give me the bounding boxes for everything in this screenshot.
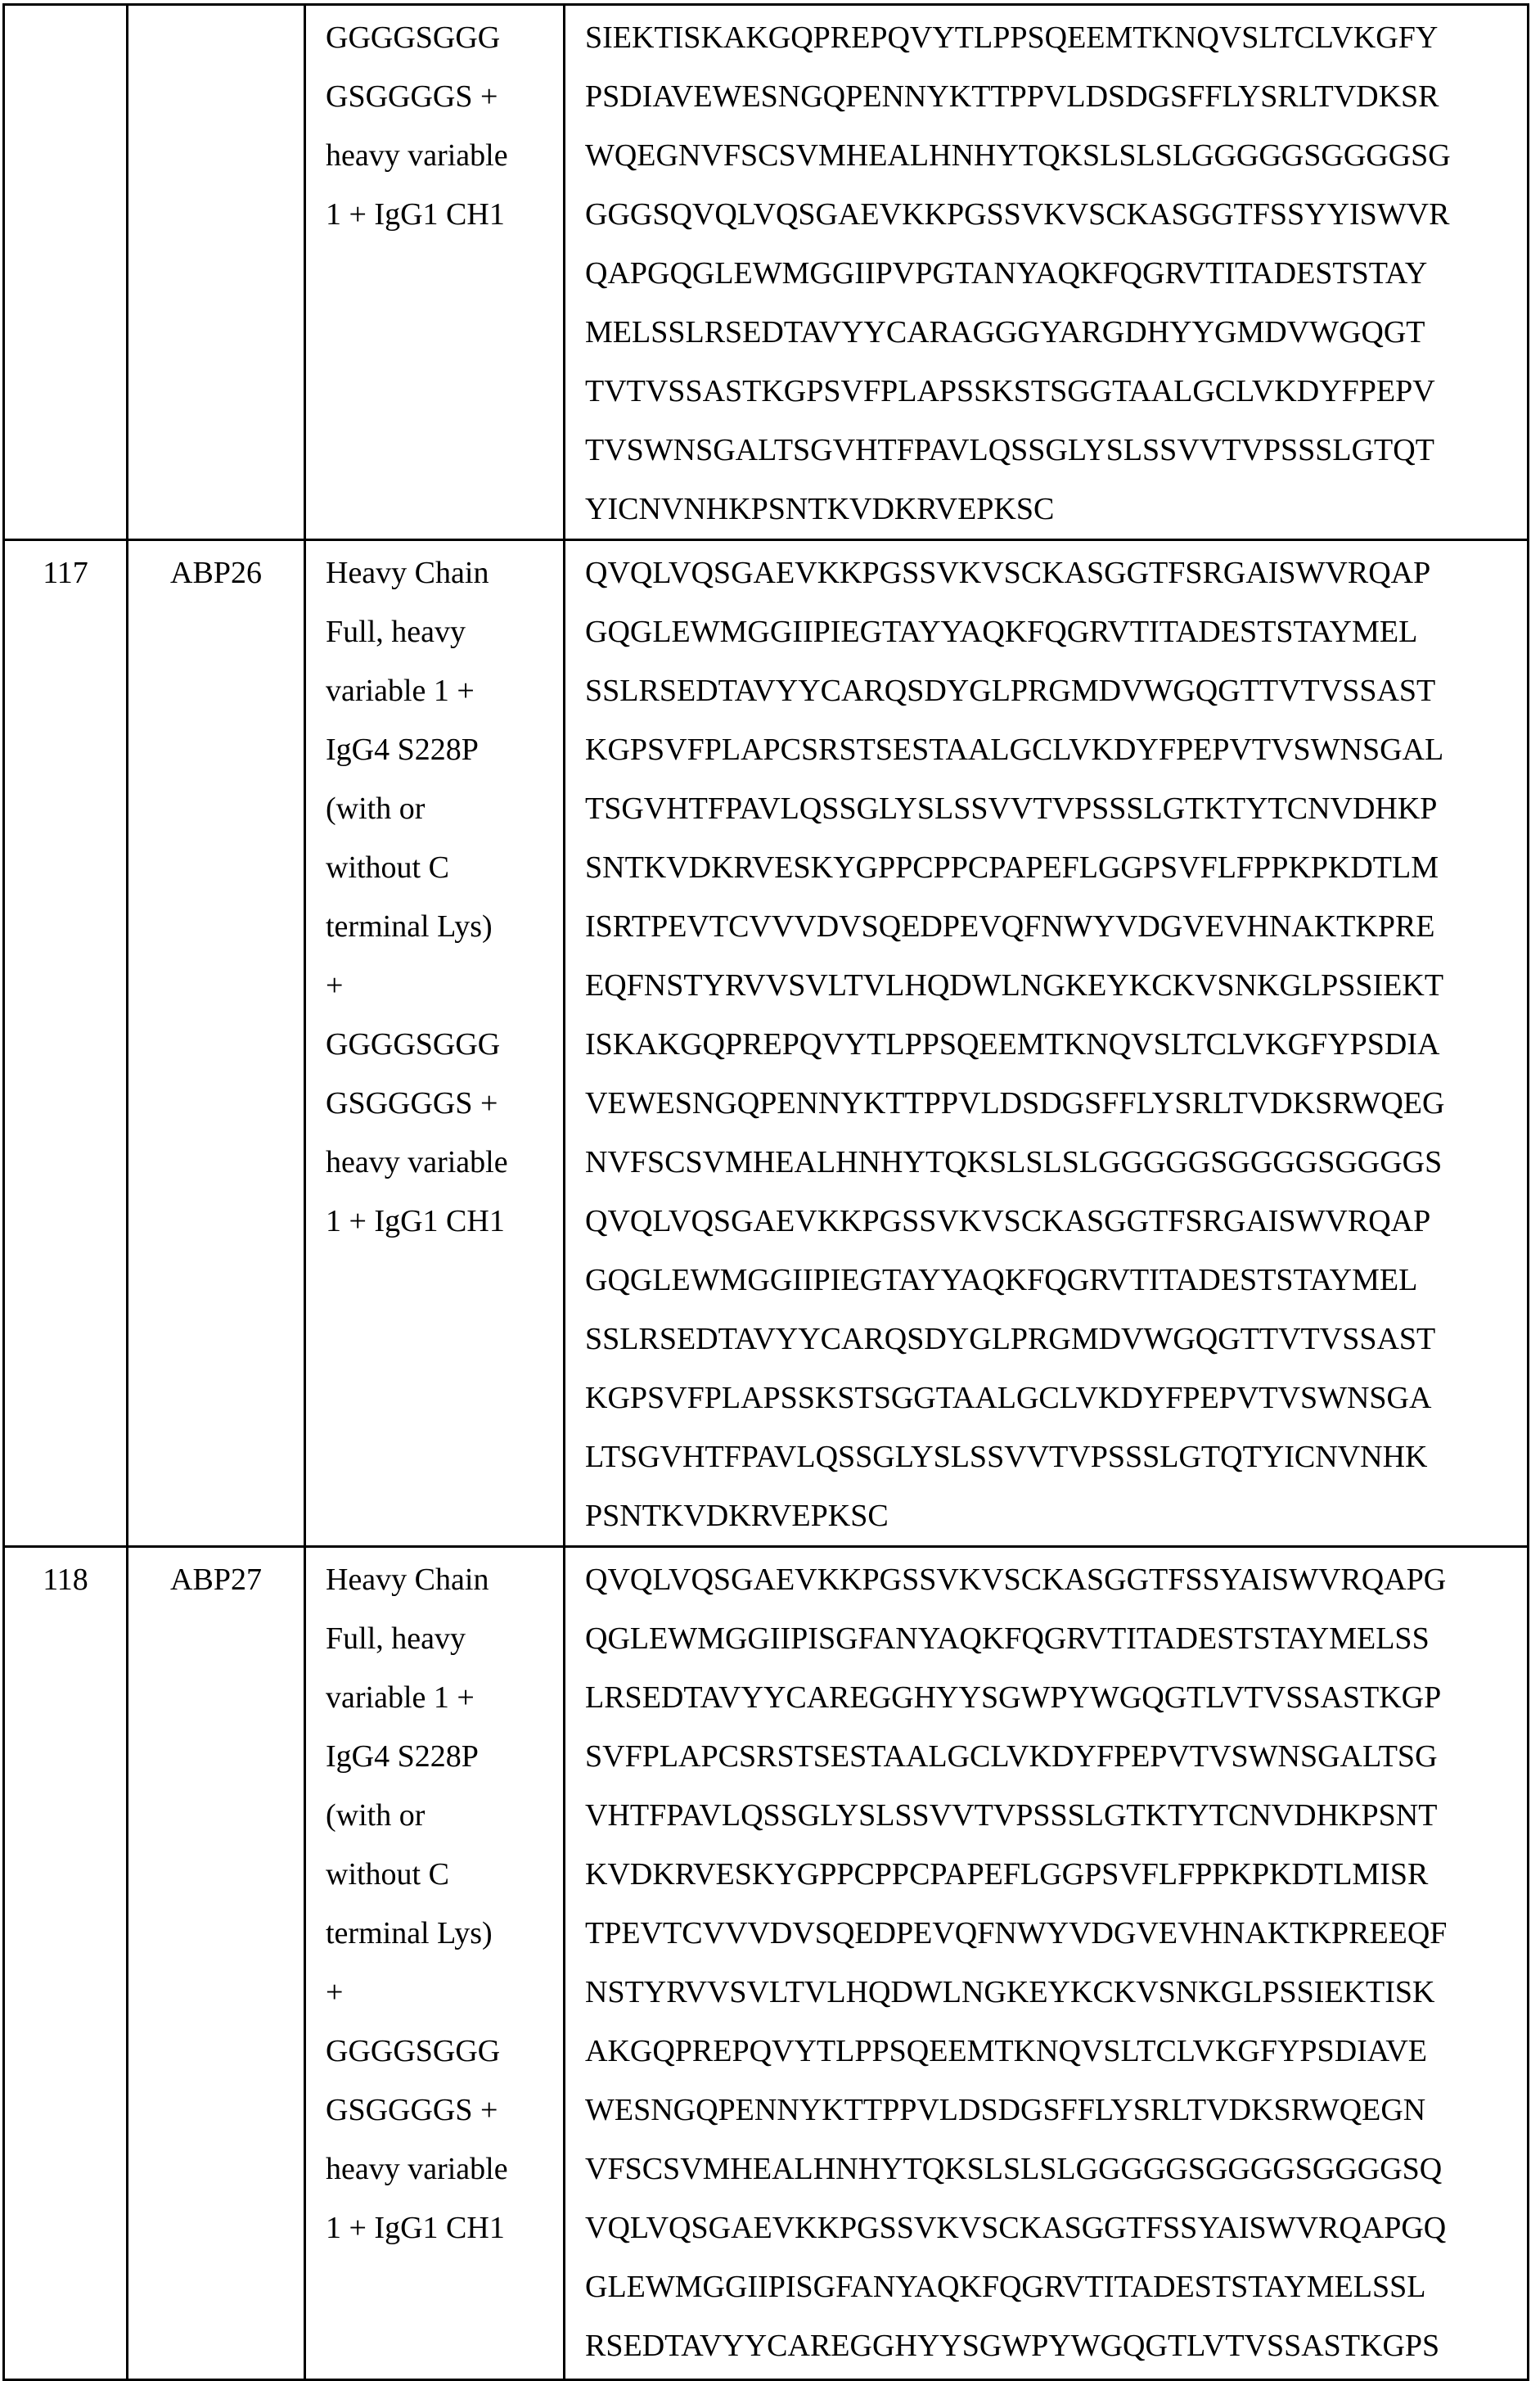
- description-line: (with or: [326, 1786, 563, 1845]
- sequence-line: EQFNSTYRVVSVLTVLHQDWLNGKEYKCKVSNKGLPSSIEKT: [585, 956, 1527, 1015]
- sequence-line: VQLVQSGAEVKKPGSSVKVSCKASGGTFSSYAISWVRQAPGQ: [585, 2198, 1527, 2257]
- description-line: GSGGGGS +: [326, 67, 563, 126]
- sequence-line: TVSWNSGALTSGVHTFPAVLQSSGLYSLSSVVTVPSSSLGTQT: [585, 421, 1527, 480]
- description-line: IgG4 S228P: [326, 720, 563, 779]
- seq-id: 117: [43, 556, 88, 590]
- sequence-line: GLEWMGGIIPISGFANYAQKFQGRVTITADESTSTAYMELSSL: [585, 2257, 1527, 2316]
- sequence-line: TSGVHTFPAVLQSSGLYSLSSVVTVPSSSLGTKTYTCNVDHKP: [585, 779, 1527, 838]
- sequence-line: TVTVSSASTKGPSVFPLAPSSKSTSGGTAALGCLVKDYFPEPV: [585, 362, 1527, 421]
- antibody-name: ABP27: [170, 1563, 262, 1597]
- description-line: 1 + IgG1 CH1: [326, 1192, 563, 1251]
- sequence-line: QGLEWMGGIIPISGFANYAQKFQGRVTITADESTSTAYMELSS: [585, 1609, 1527, 1668]
- seq-id-cell: [4, 1547, 128, 2380]
- sequence-line: QAPGQGLEWMGGIIPVPGTANYAQKFQGRVTITADESTSTAY: [585, 244, 1527, 303]
- sequence-cell: [565, 5, 1529, 540]
- sequence-line: QVQLVQSGAEVKKPGSSVKVSCKASGGTFSRGAISWVRQAP: [585, 543, 1527, 602]
- name-cell: [128, 5, 305, 540]
- description-line: 1 + IgG1 CH1: [326, 185, 563, 244]
- seq-id-cell: [4, 540, 128, 1547]
- sequence-line: GQGLEWMGGIIPIEGTAYYAQKFQGRVTITADESTSTAYMEL: [585, 1251, 1527, 1310]
- sequence-line: VFSCSVMHEALHNHYTQKSLSLSLGGGGGSGGGGSGGGGSQ: [585, 2140, 1527, 2198]
- description-line: Heavy Chain: [326, 543, 563, 602]
- sequence-line: ISRTPEVTCVVVDVSQEDPEVQFNWYVDGVEVHNAKTKPRE: [585, 897, 1527, 956]
- sequence-line: VHTFPAVLQSSGLYSLSSVVTVPSSSLGTKTYTCNVDHKPSNT: [585, 1786, 1527, 1845]
- description-line: without C: [326, 1845, 563, 1904]
- sequence-line: LTSGVHTFPAVLQSSGLYSLSSVVTVPSSSLGTQTYICNVNHK: [585, 1427, 1527, 1486]
- sequence-line: TPEVTCVVVDVSQEDPEVQFNWYVDGVEVHNAKTKPREEQF: [585, 1904, 1527, 1963]
- sequence-line: AKGQPREPQVYTLPPSQEEMTKNQVSLTCLVKGFYPSDIAVE: [585, 2022, 1527, 2081]
- description-line: IgG4 S228P: [326, 1727, 563, 1786]
- table-row: [4, 1547, 1529, 2380]
- sequence-line: QVQLVQSGAEVKKPGSSVKVSCKASGGTFSSYAISWVRQAPG: [585, 1550, 1527, 1609]
- sequence-line: KVDKRVESKYGPPCPPCPAPEFLGGPSVFLFPPKPKDTLMISR: [585, 1845, 1527, 1904]
- sequence-line: WQEGNVFSCSVMHEALHNHYTQKSLSLSLGGGGGSGGGGSG: [585, 126, 1527, 185]
- description-line: (with or: [326, 779, 563, 838]
- sequence-line: WESNGQPENNYKTTPPVLDSDGSFFLYSRLTVDKSRWQEGN: [585, 2081, 1527, 2140]
- description-line: +: [326, 1963, 563, 2022]
- sequence-line: QVQLVQSGAEVKKPGSSVKVSCKASGGTFSRGAISWVRQAP: [585, 1192, 1527, 1251]
- description-line: Full, heavy: [326, 602, 563, 661]
- description-line: heavy variable: [326, 1133, 563, 1192]
- sequence-line: GQGLEWMGGIIPIEGTAYYAQKFQGRVTITADESTSTAYMEL: [585, 602, 1527, 661]
- sequence-line: SNTKVDKRVESKYGPPCPPCPAPEFLGGPSVFLFPPKPKDTLM: [585, 838, 1527, 897]
- seq-id: 118: [43, 1563, 88, 1597]
- seq-id-cell: [4, 5, 128, 540]
- sequence-line: SSLRSEDTAVYYCARQSDYGLPRGMDVWGQGTTVTVSSAST: [585, 661, 1527, 720]
- sequence-line: SSLRSEDTAVYYCARQSDYGLPRGMDVWGQGTTVTVSSAST: [585, 1310, 1527, 1369]
- sequence-line: NSTYRVVSVLTVLHQDWLNGKEYKCKVSNKGLPSSIEKTISK: [585, 1963, 1527, 2022]
- description-line: heavy variable: [326, 126, 563, 185]
- description-line: +: [326, 956, 563, 1015]
- description-line: without C: [326, 838, 563, 897]
- description-line: GGGGSGGG: [326, 1015, 563, 1074]
- description-cell: [305, 5, 565, 540]
- description-line: 1 + IgG1 CH1: [326, 2198, 563, 2257]
- description-line: variable 1 +: [326, 661, 563, 720]
- description-line: terminal Lys): [326, 897, 563, 956]
- description-line: terminal Lys): [326, 1904, 563, 1963]
- sequence-line: PSDIAVEWESNGQPENNYKTTPPVLDSDGSFFLYSRLTVDKSR: [585, 67, 1527, 126]
- description-line: Heavy Chain: [326, 1550, 563, 1609]
- sequence-line: LRSEDTAVYYCAREGGHYYSGWPYWGQGTLVTVSSASTKGP: [585, 1668, 1527, 1727]
- sequence-line: KGPSVFPLAPCSRSTSESTAALGCLVKDYFPEPVTVSWNSGAL: [585, 720, 1527, 779]
- sequence-line: NVFSCSVMHEALHNHYTQKSLSLSLGGGGGSGGGGSGGGGS: [585, 1133, 1527, 1192]
- sequence-line: SIEKTISKAKGQPREPQVYTLPPSQEEMTKNQVSLTCLVKGFY: [585, 8, 1527, 67]
- table-row: [4, 540, 1529, 1547]
- antibody-name: ABP26: [170, 556, 262, 590]
- sequence-line: ISKAKGQPREPQVYTLPPSQEEMTKNQVSLTCLVKGFYPSDIA: [585, 1015, 1527, 1074]
- table-row: [4, 5, 1529, 540]
- sequence-line: KGPSVFPLAPSSKSTSGGTAALGCLVKDYFPEPVTVSWNSGA: [585, 1369, 1527, 1427]
- sequence-line: GGGSQVQLVQSGAEVKKPGSSVKVSCKASGGTFSSYYISWVR: [585, 185, 1527, 244]
- description-line: GSGGGGS +: [326, 2081, 563, 2140]
- sequence-line: PSNTKVDKRVEPKSC: [585, 1486, 1527, 1545]
- description-line: GGGGSGGG: [326, 8, 563, 67]
- sequence-line: SVFPLAPCSRSTSESTAALGCLVKDYFPEPVTVSWNSGALTSG: [585, 1727, 1527, 1786]
- description-line: variable 1 +: [326, 1668, 563, 1727]
- description-cell: [305, 1547, 565, 2380]
- description-line: heavy variable: [326, 2140, 563, 2198]
- sequence-line: MELSSLRSEDTAVYYCARAGGGYARGDHYYGMDVWGQGT: [585, 303, 1527, 362]
- sequence-table: [2, 3, 1529, 2381]
- name-cell: [128, 540, 305, 1547]
- sequence-cell: [565, 1547, 1529, 2380]
- description-line: Full, heavy: [326, 1609, 563, 1668]
- sequence-cell: [565, 540, 1529, 1547]
- sequence-line: RSEDTAVYYCAREGGHYYSGWPYWGQGTLVTVSSASTKGPS: [585, 2316, 1527, 2375]
- description-line: GSGGGGS +: [326, 1074, 563, 1133]
- sequence-line: YICNVNHKPSNTKVDKRVEPKSC: [585, 480, 1527, 539]
- description-cell: [305, 540, 565, 1547]
- name-cell: [128, 1547, 305, 2380]
- description-line: GGGGSGGG: [326, 2022, 563, 2081]
- sequence-line: VEWESNGQPENNYKTTPPVLDSDGSFFLYSRLTVDKSRWQEG: [585, 1074, 1527, 1133]
